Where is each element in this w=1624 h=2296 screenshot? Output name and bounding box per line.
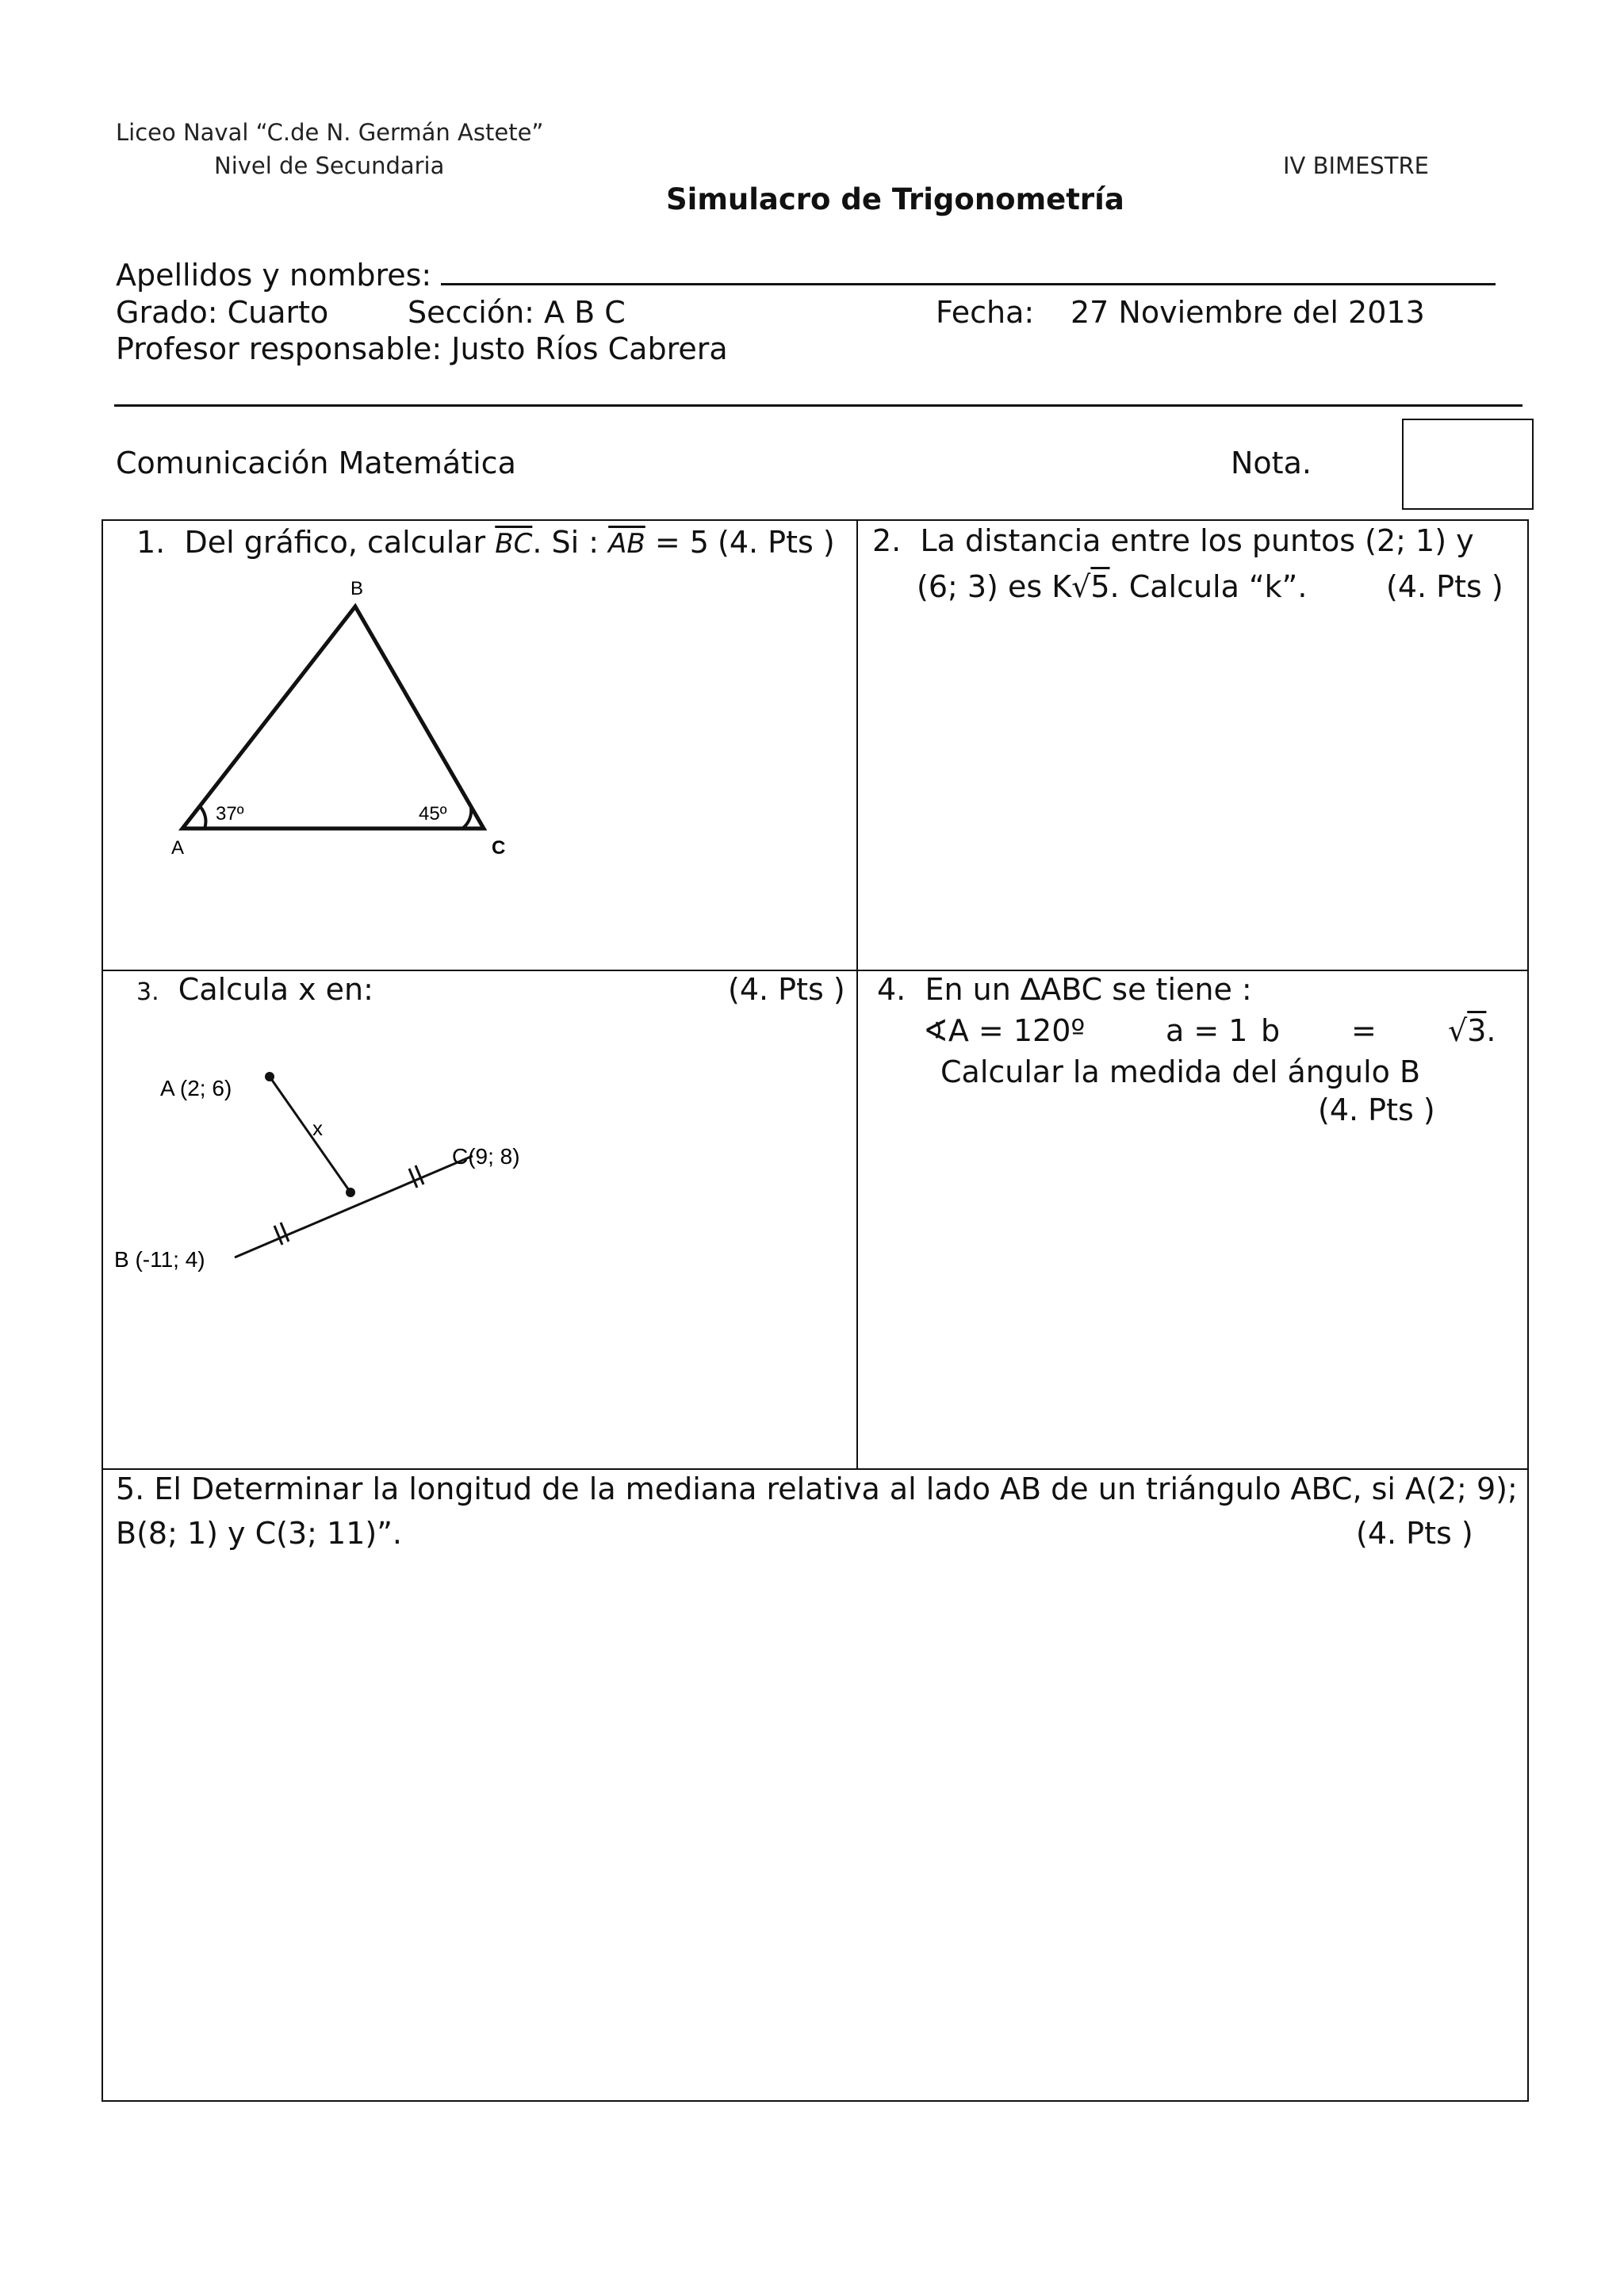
vertex-c-label: C xyxy=(492,837,506,859)
grade-score-label: Nota. xyxy=(1231,446,1312,480)
question-4-line1: 4. En un ∆ABC se tiene : xyxy=(877,972,1252,1007)
angle-a-arc xyxy=(200,806,205,828)
question-3-text: 3. Calcula x en: xyxy=(136,972,373,1007)
sqrt-symbol: √ xyxy=(1071,569,1091,604)
vertex-b-label: B xyxy=(350,578,364,599)
grade-score-box[interactable] xyxy=(1402,419,1534,510)
sqrt-symbol: √ xyxy=(1448,1013,1468,1048)
segment-bc: $\overline{BC}$ xyxy=(495,528,533,560)
midpoint xyxy=(346,1188,355,1197)
angle-c-arc xyxy=(462,808,471,828)
question-4-sqrt: √3. xyxy=(1448,1013,1496,1048)
grid-row-divider-2 xyxy=(102,1468,1529,1470)
bimester-label: IV BIMESTRE xyxy=(1283,152,1429,179)
grid-row-divider-1 xyxy=(102,970,1529,971)
school-name: Liceo Naval “C.de N. Germán Astete” xyxy=(116,119,544,146)
tick-mark xyxy=(274,1226,282,1245)
question-2-line2: (6; 3) es K√5. Calcula “k”. xyxy=(917,569,1308,604)
question-5-points: (4. Pts ) xyxy=(1356,1516,1473,1551)
teacher-label: Profesor responsable: Justo Ríos Cabrera xyxy=(116,331,728,366)
point-b-label: B (-11; 4) xyxy=(114,1247,205,1272)
page-title: Simulacro de Trigonometría xyxy=(666,182,1124,216)
triangle-abc xyxy=(182,607,484,828)
names-row xyxy=(116,258,1496,293)
angle-a-label: 37º xyxy=(216,803,244,825)
grid-vertical-divider xyxy=(856,519,858,1469)
tick-mark xyxy=(416,1165,423,1184)
level-label: Nivel de Secundaria xyxy=(214,152,445,179)
point-c-label: C(9; 8) xyxy=(452,1144,520,1169)
question-4-points: (4. Pts ) xyxy=(1318,1093,1435,1127)
date-value: 27 Noviembre del 2013 xyxy=(1071,295,1425,330)
tick-mark xyxy=(409,1169,417,1188)
point-a-label: A (2; 6) xyxy=(160,1076,232,1100)
question-5-line2: B(8; 1) y C(3; 11)”. xyxy=(116,1516,402,1551)
segment-x-line xyxy=(270,1077,350,1192)
vertex-a-label: A xyxy=(171,837,185,859)
x-label: x xyxy=(312,1116,323,1140)
question-1-text: 1. Del gráfico, calcular $\overline{BC}$. Si : $\overline{AB} = 5$ xyxy=(136,525,709,560)
question-4-line3: Calcular la medida del ángulo B xyxy=(940,1054,1421,1089)
date-label: Fecha: xyxy=(936,295,1035,330)
header-divider xyxy=(114,404,1522,407)
question-4-equals: = xyxy=(1351,1013,1377,1048)
question-5-line1: 5. El Determinar la longitud de la mediana relativa al lado AB de un triángulo ABC, si A(2; 9); xyxy=(116,1471,1518,1506)
tick-mark xyxy=(281,1223,289,1242)
angle-icon: ∢ xyxy=(923,1013,948,1048)
grade-label: Grado: Cuarto xyxy=(116,295,329,330)
question-4-condition-angle: ∢A = 120º xyxy=(923,1013,1086,1048)
question-4-condition-b: b xyxy=(1261,1013,1281,1048)
question-3-points: (4. Pts ) xyxy=(728,972,845,1007)
question-4-condition-a: a = 1 xyxy=(1166,1013,1248,1048)
angle-c-label: 45º xyxy=(419,803,447,825)
names-label: Apellidos y nombres: xyxy=(116,258,432,293)
question-2-line1: 2. La distancia entre los puntos (2; 1) y xyxy=(872,523,1474,558)
segment-bc-line xyxy=(235,1156,473,1257)
question-2-points: (4. Pts ) xyxy=(1386,569,1503,604)
median-figure xyxy=(111,1047,555,1284)
competency-label: Comunicación Matemática xyxy=(116,446,516,480)
section-label: Sección: A B C xyxy=(408,295,626,330)
triangle-figure xyxy=(159,571,531,864)
names-field[interactable] xyxy=(441,259,1496,285)
point-a xyxy=(265,1072,274,1081)
segment-ab: $\overline{AB}$ xyxy=(608,528,645,560)
question-1-points: (4. Pts ) xyxy=(718,525,835,560)
